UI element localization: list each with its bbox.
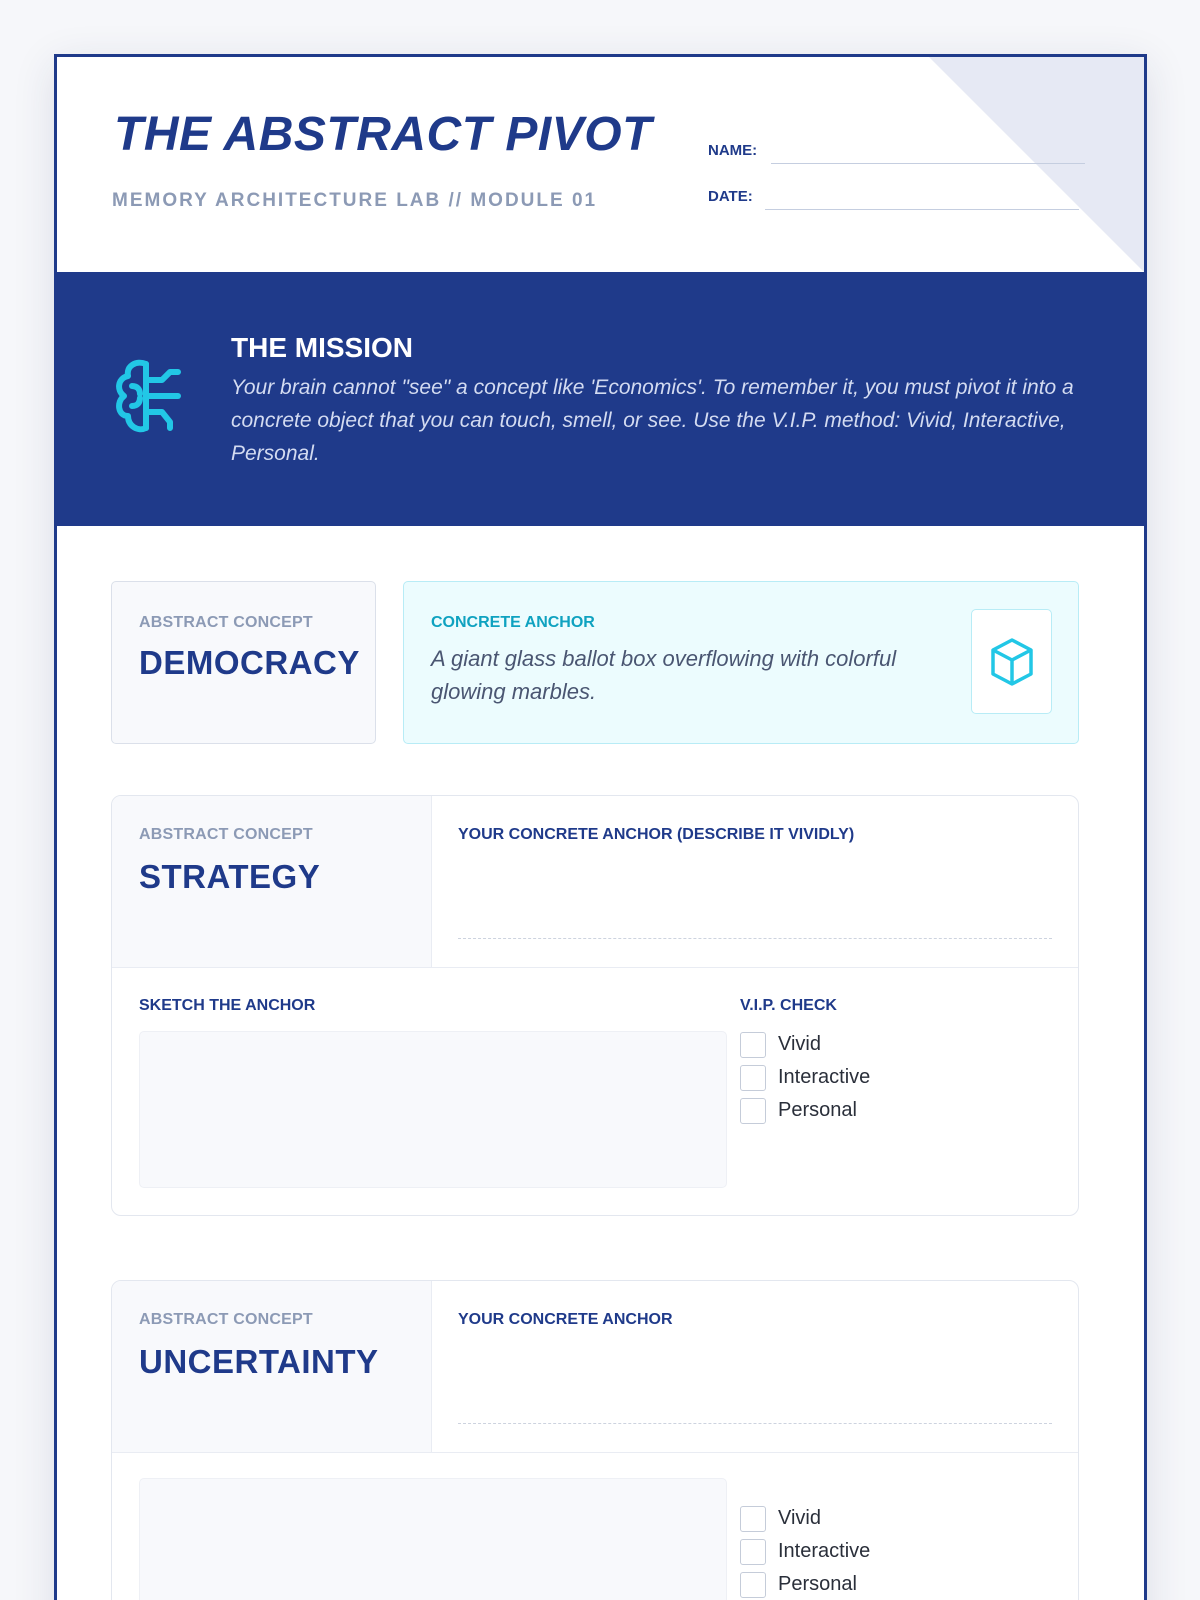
checkbox[interactable] [740,1032,766,1058]
anchor-input-line[interactable] [458,1423,1052,1424]
vip-check-personal[interactable] [740,1571,857,1598]
checkbox-label: Personal [778,1099,857,1121]
corner-fold-decoration [929,57,1144,272]
cube-icon-box [971,609,1052,714]
concept-word: UNCERTAINTY [139,1343,379,1380]
divider [112,967,1078,968]
sketch-label: SKETCH THE ANCHOR [139,997,316,1014]
vip-check-personal[interactable] [740,1097,857,1124]
anchor-label: YOUR CONCRETE ANCHOR (DESCRIBE IT VIVIDLY) [458,826,855,843]
example-concept-word: DEMOCRACY [139,644,360,681]
divider [112,1452,1078,1453]
example-anchor-card [403,581,1079,744]
page-title: THE ABSTRACT PIVOT [114,108,652,161]
date-field[interactable] [765,209,1079,210]
mission-banner [57,272,1144,526]
anchor-label: YOUR CONCRETE ANCHOR [458,1311,673,1328]
anchor-input-line[interactable] [458,938,1052,939]
date-label: DATE: [708,188,753,205]
exercise-card-strategy [111,795,1079,1216]
vip-check-vivid[interactable] [740,1505,821,1532]
vip-check-interactive[interactable] [740,1064,870,1091]
checkbox-label: Vivid [778,1507,821,1529]
worksheet [54,54,1147,1600]
checkbox[interactable] [740,1572,766,1598]
name-label: NAME: [708,142,758,159]
checkbox[interactable] [740,1539,766,1565]
example-anchor-label: CONCRETE ANCHOR [431,614,595,631]
checkbox-label: Vivid [778,1033,821,1055]
vip-check-label: V.I.P. CHECK [740,997,837,1014]
checkbox[interactable] [740,1506,766,1532]
vip-check-interactive[interactable] [740,1538,870,1565]
concept-cell [112,796,432,967]
example-anchor-text: A giant glass ballot box overflowing with colorful glowing marbles. [431,646,897,704]
checkbox-label: Interactive [778,1540,871,1562]
worksheet-header [57,57,1144,272]
concept-label: ABSTRACT CONCEPT [139,826,313,843]
brain-circuit-icon [112,358,186,436]
concept-word: STRATEGY [139,858,321,895]
mission-title: THE MISSION [231,332,414,363]
concept-cell [112,1281,432,1452]
checkbox[interactable] [740,1098,766,1124]
example-concept-card [111,581,376,744]
mission-text: Your brain cannot "see" a concept like 'Economics'. To remember it, you must pivot it into a concrete object that you can touch, smell, or see. Use the V.I.P. method: Vivid, Interactive, Personal. [231,376,1074,465]
cube-icon [989,637,1035,687]
sketch-area[interactable] [139,1031,727,1188]
page-subtitle: MEMORY ARCHITECTURE LAB // MODULE 01 [112,190,598,211]
example-concept-label: ABSTRACT CONCEPT [139,614,313,631]
checkbox-label: Interactive [778,1066,871,1088]
concept-label: ABSTRACT CONCEPT [139,1311,313,1328]
checkbox[interactable] [740,1065,766,1091]
sketch-area[interactable] [139,1478,727,1600]
vip-check-vivid[interactable] [740,1031,821,1058]
name-field[interactable] [771,163,1085,164]
checkbox-label: Personal [778,1573,857,1595]
exercise-card-uncertainty [111,1280,1079,1600]
